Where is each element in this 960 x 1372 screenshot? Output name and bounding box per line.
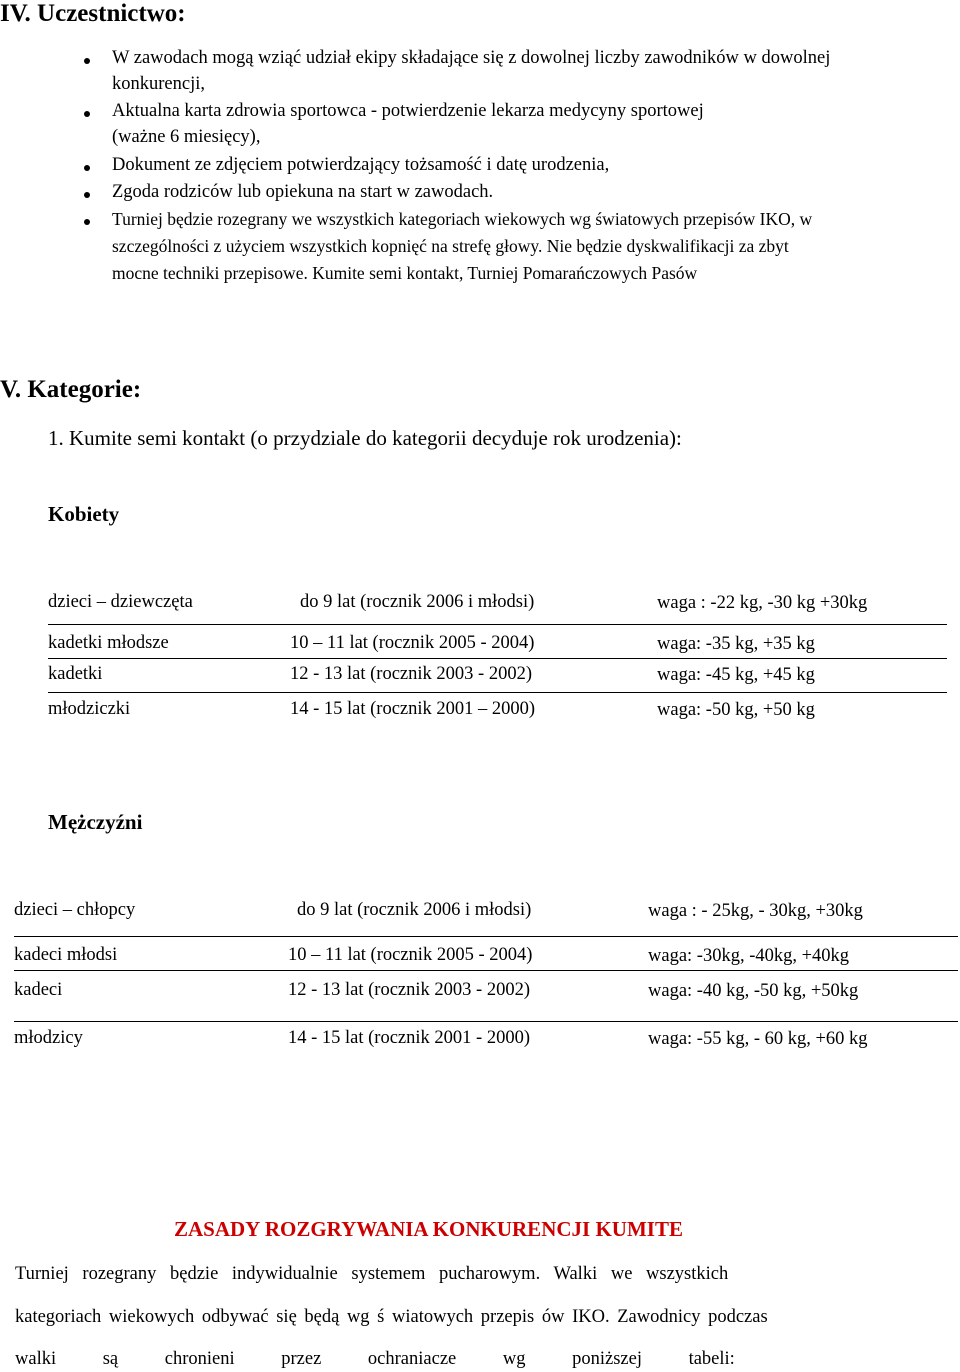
row-divider: [14, 936, 958, 937]
rules-paragraph-line: kategoriach wiekowych odbywać się będą wg ś wiatowych przepis ów IKO. Zawodnicy podczas: [15, 1307, 768, 1327]
category-age: 12 - 13 lat (rocznik 2003 - 2002): [290, 664, 532, 684]
category-age: 12 - 13 lat (rocznik 2003 - 2002): [288, 980, 530, 1000]
category-age: 10 – 11 lat (rocznik 2005 - 2004): [290, 633, 535, 653]
row-divider: [48, 692, 947, 693]
section-subtitle: 1. Kumite semi kontakt (o przydziale do kategorii decyduje rok urodzenia):: [48, 426, 682, 450]
category-weight: waga: -30kg, -40kg, +40kg: [648, 946, 850, 966]
rules-paragraph-line: walki są chronieni przez ochraniacze wg poniższej tabeli:: [15, 1349, 735, 1369]
list-item-line: Dokument ze zdjęciem potwierdzający tożsamość i datę urodzenia,: [112, 155, 610, 175]
category-weight: waga: -35 kg, +35 kg: [657, 634, 815, 654]
men-heading: Mężczyźni: [48, 810, 143, 834]
list-item-line: W zawodach mogą wziąć udział ekipy składające się z dowolnej liczby zawodników w dowolnej: [112, 48, 831, 68]
category-age: 10 – 11 lat (rocznik 2005 - 2004): [288, 945, 533, 965]
category-weight: waga: -40 kg, -50 kg, +50kg: [648, 981, 859, 1001]
row-divider: [48, 658, 947, 659]
rules-title: ZASADY ROZGRYWANIA KONKURENCJI KUMITE: [174, 1217, 683, 1241]
list-item-line: konkurencji,: [112, 74, 205, 94]
category-name: młodziczki: [48, 699, 131, 719]
category-age: do 9 lat (rocznik 2006 i młodsi): [300, 592, 535, 612]
category-age: do 9 lat (rocznik 2006 i młodsi): [297, 900, 532, 920]
list-item-line: mocne techniki przepisowe. Kumite semi kontakt, Turniej Pomarańczowych Pasów: [112, 263, 698, 283]
category-name: kadeci młodsi: [14, 945, 118, 965]
rules-paragraph-line: Turniej rozegrany będzie indywidualnie systemem pucharowym. Walki we wszystkich: [15, 1264, 729, 1284]
category-name: kadeci: [14, 980, 63, 1000]
category-weight: waga : -22 kg, -30 kg +30kg: [657, 593, 868, 613]
bullet-icon: [84, 111, 90, 117]
list-item-line: Turniej będzie rozegrany we wszystkich kategoriach wiekowych wg światowych przepisów IKO, w: [112, 209, 813, 229]
bullet-icon: [84, 192, 90, 198]
category-weight: waga: -50 kg, +50 kg: [657, 700, 815, 720]
bullet-icon: [84, 58, 90, 64]
category-age: 14 - 15 lat (rocznik 2001 – 2000): [290, 699, 536, 719]
category-name: dzieci – chłopcy: [14, 900, 136, 920]
section-title-participation: IV. Uczestnictwo:: [0, 0, 186, 27]
women-heading: Kobiety: [48, 502, 120, 526]
category-age: 14 - 15 lat (rocznik 2001 - 2000): [288, 1028, 530, 1048]
category-name: kadetki młodsze: [48, 633, 169, 653]
category-name: dzieci – dziewczęta: [48, 592, 193, 612]
list-item-line: (ważne 6 miesięcy),: [112, 127, 261, 147]
row-divider: [14, 1021, 958, 1022]
list-item-line: Aktualna karta zdrowia sportowca - potwierdzenie lekarza medycyny sportowej: [112, 101, 704, 121]
category-name: kadetki: [48, 664, 103, 684]
list-item-line: Zgoda rodziców lub opiekuna na start w zawodach.: [112, 182, 494, 202]
category-weight: waga: -55 kg, - 60 kg, +60 kg: [648, 1029, 868, 1049]
category-name: młodzicy: [14, 1028, 83, 1048]
category-weight: waga: -45 kg, +45 kg: [657, 665, 815, 685]
bullet-icon: [84, 219, 90, 225]
section-title-categories: V. Kategorie:: [0, 376, 142, 403]
row-divider: [48, 624, 947, 625]
row-divider: [14, 970, 958, 971]
list-item-line: szczególności z użyciem wszystkich kopnięć na strefę głowy. Nie będzie dyskwalifikacji za zbyt: [112, 236, 789, 256]
bullet-icon: [84, 165, 90, 171]
category-weight: waga : - 25kg, - 30kg, +30kg: [648, 901, 863, 921]
